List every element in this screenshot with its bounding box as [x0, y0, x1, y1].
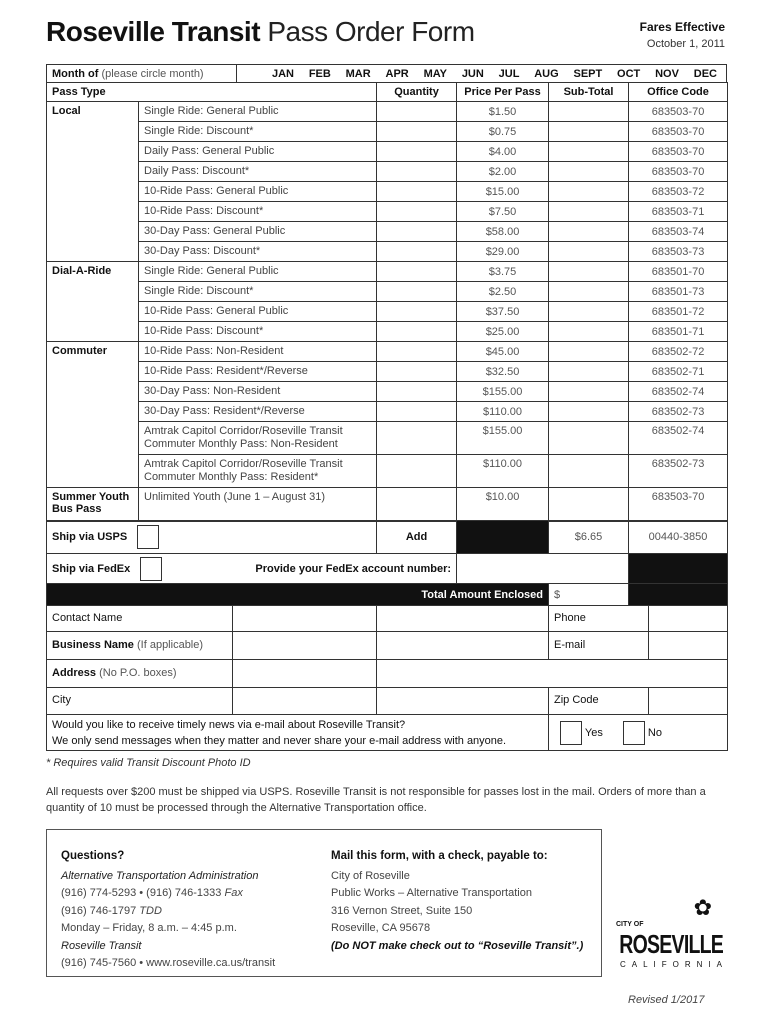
office-hours: Monday – Friday, 8 a.m. – 4:45 p.m. — [61, 922, 237, 934]
mail-column — [331, 848, 583, 955]
month-jul[interactable]: JUL — [498, 67, 520, 80]
office-code: 683503-70 — [629, 162, 728, 182]
price-per-pass: $1.50 — [457, 102, 549, 122]
month-options — [237, 65, 727, 83]
month-feb[interactable]: FEB — [308, 67, 331, 80]
mail-line: Roseville, CA 95678 — [331, 922, 431, 934]
usps-code: 00440-3850 — [629, 521, 728, 554]
phone-cell — [549, 606, 728, 632]
header-office-code: Office Code — [629, 83, 728, 102]
subtotal-input[interactable] — [549, 202, 629, 222]
quantity-input[interactable] — [377, 162, 457, 182]
quantity-input[interactable] — [377, 455, 457, 488]
pass-row — [47, 262, 728, 282]
subtotal-input[interactable] — [549, 162, 629, 182]
month-nov[interactable]: NOV — [655, 67, 679, 80]
quantity-input[interactable] — [377, 222, 457, 242]
city-input-2[interactable] — [377, 688, 549, 715]
month-dec[interactable]: DEC — [693, 67, 717, 80]
subtotal-input[interactable] — [549, 182, 629, 202]
rose-icon: ✿ — [693, 895, 712, 920]
quantity-input[interactable] — [377, 262, 457, 282]
contact-name-cell — [47, 606, 377, 632]
ship-usps — [47, 521, 377, 554]
revised-date: Revised 1/2017 — [628, 994, 705, 1006]
fax-label: Fax — [224, 887, 243, 899]
phone-input[interactable] — [649, 606, 727, 631]
pass-row — [47, 402, 728, 422]
office-code: 683502-71 — [629, 362, 728, 382]
pass-description: Single Ride: Discount* — [139, 282, 377, 302]
month-mar[interactable]: MAR — [345, 67, 371, 80]
city-input[interactable] — [233, 688, 376, 714]
column-headers — [47, 83, 728, 102]
office-code: 683502-72 — [629, 342, 728, 362]
contact-name-input-2[interactable] — [377, 606, 549, 632]
month-jun[interactable]: JUN — [461, 67, 484, 80]
pass-row — [47, 455, 728, 488]
pass-description: 30-Day Pass: General Public — [139, 222, 377, 242]
pass-description: 30-Day Pass: Resident*/Reverse — [139, 402, 377, 422]
blocked-cell — [629, 584, 728, 606]
pass-group-label: Dial-A-Ride — [47, 262, 139, 342]
contact-info-box — [46, 829, 602, 977]
pass-description: 10-Ride Pass: Discount* — [139, 322, 377, 342]
questions-org: Alternative Transportation Administration — [61, 869, 259, 882]
subtotal-input[interactable] — [549, 402, 629, 422]
price-per-pass: $32.50 — [457, 362, 549, 382]
month-aug[interactable]: AUG — [534, 67, 559, 80]
office-code: 683503-74 — [629, 222, 728, 242]
office-code: 683502-74 — [629, 382, 728, 402]
quantity-input[interactable] — [377, 182, 457, 202]
pass-description: Single Ride: General Public — [139, 262, 377, 282]
email-input[interactable] — [649, 632, 727, 659]
pass-description: 10-Ride Pass: Discount* — [139, 202, 377, 222]
city-label: City — [47, 688, 233, 714]
subtotal-input[interactable] — [549, 222, 629, 242]
address-label: Address — [52, 667, 97, 679]
business-cell — [47, 632, 377, 660]
office-code: 683503-70 — [629, 488, 728, 522]
pass-row — [47, 122, 728, 142]
business-label: Business Name — [52, 639, 134, 651]
fares-label: Fares Effective — [639, 20, 725, 34]
price-per-pass: $45.00 — [457, 342, 549, 362]
contact-name-label: Contact Name — [47, 606, 233, 631]
subtotal-input[interactable] — [549, 282, 629, 302]
contact-name-input[interactable] — [233, 606, 376, 631]
header-price: Price Per Pass — [457, 83, 549, 102]
mail-line: Public Works – Alternative Transportation — [331, 887, 532, 899]
office-code: 683503-70 — [629, 102, 728, 122]
address-input-2[interactable] — [377, 660, 728, 688]
address-hint: (No P.O. boxes) — [99, 667, 177, 679]
fedex-prompt: Provide your FedEx account number: — [255, 562, 452, 575]
price-per-pass: $58.00 — [457, 222, 549, 242]
ship-fedex — [47, 554, 457, 584]
pass-description: 10-Ride Pass: General Public — [139, 182, 377, 202]
subtotal-input[interactable] — [549, 455, 629, 488]
mail-line: City of Roseville — [331, 869, 410, 882]
price-per-pass: $155.00 — [457, 422, 549, 455]
add-label: Add — [377, 521, 457, 554]
month-oct[interactable]: OCT — [617, 67, 641, 80]
pass-row — [47, 102, 728, 122]
price-per-pass: $15.00 — [457, 182, 549, 202]
pass-description: Daily Pass: Discount* — [139, 162, 377, 182]
office-code: 683503-73 — [629, 242, 728, 262]
shipping-note: All requests over $200 must be shipped via USPS. Roseville Transit is not responsible for passes lost in the mail. Orders of more than a quantity of 10 must be processed through the Alternative Transportation office. — [46, 786, 706, 814]
pass-group-label: Summer Youth Bus Pass — [47, 488, 139, 522]
newsletter-options — [549, 715, 728, 751]
mail-line: 316 Vernon Street, Suite 150 — [331, 904, 473, 917]
business-hint: (If applicable) — [137, 639, 204, 651]
pass-description: 10-Ride Pass: Non-Resident — [139, 342, 377, 362]
pass-description: Single Ride: General Public — [139, 102, 377, 122]
price-per-pass: $37.50 — [457, 302, 549, 322]
subtotal-input[interactable] — [549, 362, 629, 382]
order-details-table — [46, 520, 728, 751]
total-input[interactable]: $ — [549, 584, 629, 606]
pass-row — [47, 422, 728, 455]
subtotal-input[interactable] — [549, 302, 629, 322]
email-cell — [549, 632, 728, 660]
pass-row — [47, 182, 728, 202]
subtotal-input[interactable] — [549, 242, 629, 262]
tdd-label: TDD — [139, 904, 162, 917]
office-code: 683501-72 — [629, 302, 728, 322]
subtotal-input[interactable] — [549, 382, 629, 402]
fedex-checkbox[interactable] — [140, 557, 162, 581]
month-hint: (please circle month) — [101, 67, 204, 80]
month-label — [47, 65, 237, 83]
fedex-account-input[interactable] — [457, 554, 629, 584]
price-per-pass: $110.00 — [457, 455, 549, 488]
pass-description: 30-Day Pass: Discount* — [139, 242, 377, 262]
quantity-input[interactable] — [377, 382, 457, 402]
header-quantity: Quantity — [377, 83, 457, 102]
address-cell — [47, 660, 377, 688]
business-input-2[interactable] — [377, 632, 549, 660]
fedex-label: Ship via FedEx — [52, 562, 131, 575]
office-code: 683502-73 — [629, 402, 728, 422]
quantity-input[interactable] — [377, 362, 457, 382]
month-label-text: Month of — [52, 67, 99, 80]
pass-row — [47, 362, 728, 382]
quantity-input[interactable] — [377, 282, 457, 302]
pass-row — [47, 202, 728, 222]
questions-phones: (916) 774-5293 • (916) 746-1333 — [61, 887, 222, 899]
city-logo — [612, 896, 730, 971]
price-per-pass: $7.50 — [457, 202, 549, 222]
office-code: 683501-71 — [629, 322, 728, 342]
logo-city-of: CITY OF — [616, 921, 644, 928]
fares-date: October 1, 2011 — [646, 38, 725, 50]
blocked-cell — [457, 521, 549, 554]
subtotal-input[interactable] — [549, 322, 629, 342]
newsletter-question — [47, 715, 549, 751]
subtotal-input[interactable] — [549, 122, 629, 142]
quantity-input[interactable] — [377, 402, 457, 422]
price-per-pass: $3.75 — [457, 262, 549, 282]
subtotal-input[interactable] — [549, 488, 629, 522]
tdd-number: (916) 746-1797 — [61, 904, 137, 917]
pass-description: 30-Day Pass: Non-Resident — [139, 382, 377, 402]
pass-row — [47, 282, 728, 302]
subtotal-input[interactable] — [549, 422, 629, 455]
email-label: E-mail — [549, 632, 649, 659]
phone-label: Phone — [549, 606, 649, 631]
price-per-pass: $2.00 — [457, 162, 549, 182]
office-code: 683503-71 — [629, 202, 728, 222]
quantity-input[interactable] — [377, 422, 457, 455]
pass-description: Amtrak Capitol Corridor/Roseville Transit Commuter Monthly Pass: Non-Resident — [139, 422, 377, 455]
usps-price: $6.65 — [549, 521, 629, 554]
quantity-input[interactable] — [377, 322, 457, 342]
zip-input[interactable] — [649, 688, 727, 714]
pass-row — [47, 242, 728, 262]
month-row — [46, 64, 727, 83]
subtotal-input[interactable] — [549, 142, 629, 162]
quantity-input[interactable] — [377, 342, 457, 362]
total-label: Total Amount Enclosed — [47, 584, 549, 606]
office-code: 683501-70 — [629, 262, 728, 282]
no-label: No — [647, 726, 662, 739]
pass-description: Amtrak Capitol Corridor/Roseville Transit Commuter Monthly Pass: Resident* — [139, 455, 377, 488]
pass-description: Single Ride: Discount* — [139, 122, 377, 142]
office-code: 683503-72 — [629, 182, 728, 202]
quantity-input[interactable] — [377, 488, 457, 522]
page-title — [46, 16, 475, 48]
pass-row — [47, 488, 728, 522]
address-input[interactable] — [233, 660, 376, 687]
pass-table — [46, 82, 728, 522]
month-jan[interactable]: JAN — [272, 67, 295, 80]
transit-contact[interactable]: (916) 745-7560 • www.roseville.ca.us/transit — [61, 957, 276, 969]
city-cell — [47, 688, 377, 715]
news-question: Would you like to receive timely news via e-mail about Roseville Transit? — [52, 718, 406, 731]
office-code: 683501-73 — [629, 282, 728, 302]
usps-label: Ship via USPS — [52, 530, 128, 543]
price-per-pass: $25.00 — [457, 322, 549, 342]
header-pass-type: Pass Type — [47, 83, 377, 102]
price-per-pass: $110.00 — [457, 402, 549, 422]
questions-title: Questions? — [61, 850, 125, 862]
price-per-pass: $0.75 — [457, 122, 549, 142]
pass-description: 10-Ride Pass: General Public — [139, 302, 377, 322]
yes-label: Yes — [584, 726, 603, 739]
pass-description: Unlimited Youth (June 1 – August 31) — [139, 488, 377, 522]
pass-row — [47, 162, 728, 182]
pass-row — [47, 322, 728, 342]
quantity-input[interactable] — [377, 302, 457, 322]
price-per-pass: $10.00 — [457, 488, 549, 522]
questions-column — [61, 848, 275, 973]
office-code: 683503-70 — [629, 122, 728, 142]
price-per-pass: $2.50 — [457, 282, 549, 302]
subtotal-input[interactable] — [549, 102, 629, 122]
quantity-input[interactable] — [377, 102, 457, 122]
pass-description: 10-Ride Pass: Resident*/Reverse — [139, 362, 377, 382]
pass-group-label: Local — [47, 102, 139, 262]
yes-checkbox[interactable] — [560, 721, 582, 745]
discount-note: * Requires valid Transit Discount Photo ID — [46, 757, 251, 769]
news-note: We only send messages when they matter and never share your e-mail address with anyone. — [52, 734, 507, 747]
month-may[interactable]: MAY — [423, 67, 447, 80]
pass-row — [47, 222, 728, 242]
quantity-input[interactable] — [377, 202, 457, 222]
price-per-pass: $4.00 — [457, 142, 549, 162]
zip-label: Zip Code — [549, 688, 649, 714]
office-code: 683502-74 — [629, 422, 728, 455]
mail-warning: (Do NOT make check out to “Roseville Transit”.) — [331, 939, 584, 952]
logo-name: ROSEVILLE — [619, 929, 723, 959]
mail-title: Mail this form, with a check, payable to: — [331, 850, 548, 862]
title-bold: Roseville Transit — [46, 16, 261, 47]
quantity-input[interactable] — [377, 242, 457, 262]
pass-row — [47, 142, 728, 162]
title-rest: Pass Order Form — [267, 16, 475, 47]
logo-state: CALIFORNIA — [619, 960, 728, 969]
price-per-pass: $29.00 — [457, 242, 549, 262]
price-per-pass: $155.00 — [457, 382, 549, 402]
pass-row — [47, 342, 728, 362]
pass-row — [47, 302, 728, 322]
subtotal-input[interactable] — [549, 342, 629, 362]
subtotal-input[interactable] — [549, 262, 629, 282]
business-input[interactable] — [233, 632, 376, 659]
office-code: 683503-70 — [629, 142, 728, 162]
header-subtotal: Sub-Total — [549, 83, 629, 102]
month-sept[interactable]: SEPT — [573, 67, 603, 80]
pass-row — [47, 382, 728, 402]
quantity-input[interactable] — [377, 122, 457, 142]
fares-effective — [640, 20, 725, 50]
zip-cell — [549, 688, 728, 715]
blocked-cell — [629, 554, 728, 584]
office-code: 683502-73 — [629, 455, 728, 488]
usps-checkbox[interactable] — [137, 525, 159, 549]
pass-group-label: Commuter — [47, 342, 139, 488]
transit-name: Roseville Transit — [61, 939, 142, 952]
no-checkbox[interactable] — [623, 721, 645, 745]
quantity-input[interactable] — [377, 142, 457, 162]
month-apr[interactable]: APR — [385, 67, 409, 80]
pass-description: Daily Pass: General Public — [139, 142, 377, 162]
